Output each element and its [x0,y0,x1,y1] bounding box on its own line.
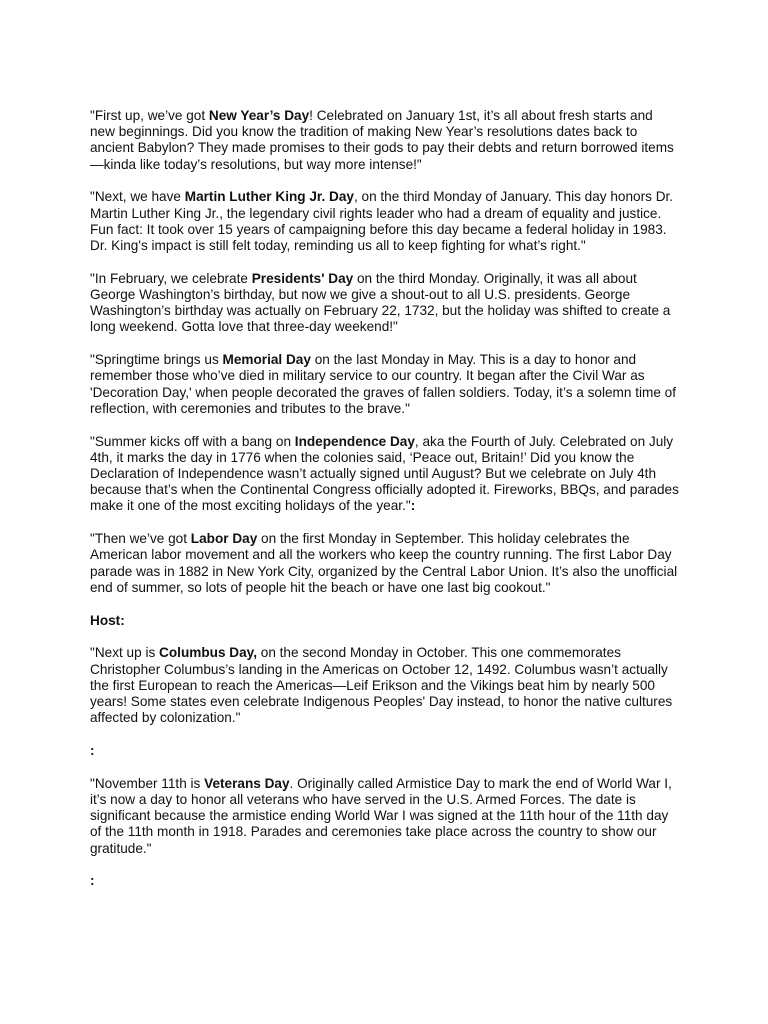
paragraph-text: on the third Monday. Originally, it was all about George Washington’s birthday, but now we give a shout-out to all U.S. presidents. George Washington’s birthday was actually on February 22, 1732, but the holiday was shifted to create a long weekend. Gotta love that three-day weekend!" [90,270,671,335]
trailing-colon: : [410,498,416,514]
paragraph-text: "First up, we’ve got [90,108,209,123]
paragraph-text: , on the third Monday of January. This day honors Dr. Martin Luther King Jr., the legendary civil rights leader who had a dream of equality and justice. Fun fact: It took over 15 years of campaigning before this day became a federal holiday in 1983. Dr. King's impact is still felt today, reminding us all to keep fighting for what’s right." [90,189,674,254]
holiday-name: Martin Luther King Jr. Day [184,189,354,205]
speaker-colon: : [90,743,95,759]
paragraph-text: on the second Monday in October. This one commemorates Christopher Columbus’s landing in the Americas on October 12, 1492. Columbus wasn’t actually the first European to reach the Americas—Leif Erikson and the Vikings beat him by nearly 500 years! Some states even celebrate Indigenous Peoples' Day instead, to honor the native cultures affected by colonization." [90,645,673,726]
paragraph-veterans-day [90,776,680,857]
holiday-name: Veterans Day [204,775,290,791]
holiday-name: Memorial Day [222,352,311,368]
holiday-name: New Year’s Day [208,108,310,123]
paragraph-new-years-day [90,108,680,173]
paragraph-text: "November 11th is [90,775,205,791]
paragraph-text: "Next, we have [90,189,185,205]
paragraph-independence-day [90,434,680,515]
speaker-colon: : [90,873,95,889]
holiday-name: Independence Day [294,433,415,449]
paragraph-columbus-day [90,645,680,726]
holiday-name: Presidents' Day [251,270,354,286]
holiday-name: Labor Day [190,531,258,547]
paragraph-text: "Then we’ve got [90,531,191,547]
paragraph-text: on the last Monday in May. This is a day to honor and remember those who’ve died in military service to our country. It began after the Civil War as 'Decoration Day,' when people decorated the graves of fallen soldiers. Today, it’s a solemn time of reflection, with ceremonies and tributes to the brave." [90,352,677,416]
paragraph-text: , aka the Fourth of July. Celebrated on July 4th, it marks the day in 1776 when the colonies said, ‘Peace out, Britain!’ Did you know the Declaration of Independence wasn’t actually signed until August? But we celebrate on July 4th because that’s when the Continental Congress officially adopted it. Fireworks, BBQs, and parades make it one of the most exciting holidays of the year." [90,433,679,514]
paragraph-text: "Summer kicks off with a bang on [90,433,295,449]
document-page [90,108,680,906]
paragraph-memorial-day [90,352,680,417]
holiday-name: Columbus Day, [159,645,257,661]
paragraph-text: ! Celebrated on January 1st, it’s all about fresh starts and new beginnings. Did you know the tradition of making New Year’s resolutions dates back to ancient Babylon? They made promises to their gods to pay their debts and return borrowed items—kinda like today’s resolutions, but way more intense!" [90,108,674,172]
paragraph-mlk-day [90,189,680,254]
paragraph-presidents-day [90,271,680,336]
paragraph-text: on the first Monday in September. This holiday celebrates the American labor movement and all the workers who keep the country running. The first Labor Day parade was in 1882 in New York City, organized by the Central Labor Union. It’s also the unofficial end of summer, so lots of people hit the beach or have one last big cookout." [90,531,678,595]
host-label: Host: [90,612,125,628]
paragraph-text: . Originally called Armistice Day to mark the end of World War I, it’s now a day to honor all veterans who have served in the U.S. Armed Forces. The date is significant because the armistice ending World War I was signed at the 11th hour of the 11th day of the 11th month in 1918. Parades and ceremonies take place across the country to show our gratitude." [90,775,672,856]
paragraph-text: "In February, we celebrate [90,270,252,286]
paragraph-text: "Next up is [90,645,160,661]
paragraph-labor-day [90,531,680,596]
paragraph-text: "Springtime brings us [90,352,223,368]
